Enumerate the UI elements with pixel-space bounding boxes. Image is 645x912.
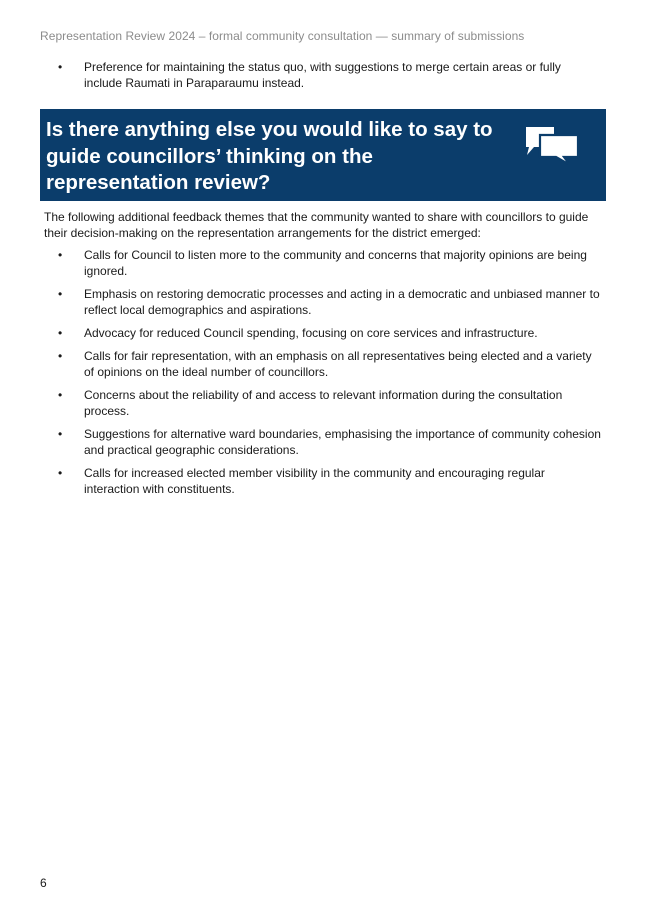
bullet-icon: •	[58, 349, 63, 363]
list-item	[40, 59, 600, 91]
list-item-text: Calls for fair representation, with an emphasis on all representatives being elected and a variety of opinions on the ideal number of councillors.	[84, 349, 592, 379]
section-heading: Is there anything else you would like to say to guide councillors’ thinking on the representation review?	[46, 118, 493, 194]
top-bullet-list	[40, 59, 600, 97]
list-item-text: Calls for Council to listen more to the community and concerns that majority opinions are being ignored.	[84, 248, 587, 278]
list-item	[40, 387, 602, 419]
page-number: 6	[40, 876, 47, 890]
bullet-icon: •	[58, 60, 63, 74]
bullet-icon: •	[58, 326, 63, 340]
bullet-icon: •	[58, 248, 63, 262]
list-item-text: Calls for increased elected member visibility in the community and encouraging regular interaction with constituents.	[84, 466, 545, 496]
bullet-icon: •	[58, 466, 63, 480]
list-item	[40, 247, 602, 279]
intro-paragraph: The following additional feedback themes that the community wanted to share with councillors to guide their decision-making on the representation arrangements for the district emerged:	[44, 210, 589, 240]
section-banner	[40, 109, 606, 201]
bullet-icon: •	[58, 388, 63, 402]
list-item-text: Concerns about the reliability of and access to relevant information during the consultation process.	[84, 388, 563, 418]
list-item	[40, 325, 602, 341]
bullet-icon: •	[58, 427, 63, 441]
speech-bubbles-icon	[524, 125, 580, 170]
running-header: Representation Review 2024 – formal community consultation — summary of submissions	[40, 29, 525, 43]
themes-list	[40, 247, 602, 504]
list-item	[40, 426, 602, 458]
list-item-text: Suggestions for alternative ward boundaries, emphasising the importance of community cohesion and practical geographic considerations.	[84, 427, 601, 457]
list-item	[40, 348, 602, 380]
list-item	[40, 286, 602, 318]
bullet-icon: •	[58, 287, 63, 301]
list-item-text: Preference for maintaining the status quo, with suggestions to merge certain areas or fully include Raumati in Paraparaumu instead.	[84, 60, 561, 90]
list-item-text: Emphasis on restoring democratic processes and acting in a democratic and unbiased manner to reflect local demographics and aspirations.	[84, 287, 600, 317]
list-item	[40, 465, 602, 497]
list-item-text: Advocacy for reduced Council spending, focusing on core services and infrastructure.	[84, 326, 538, 340]
